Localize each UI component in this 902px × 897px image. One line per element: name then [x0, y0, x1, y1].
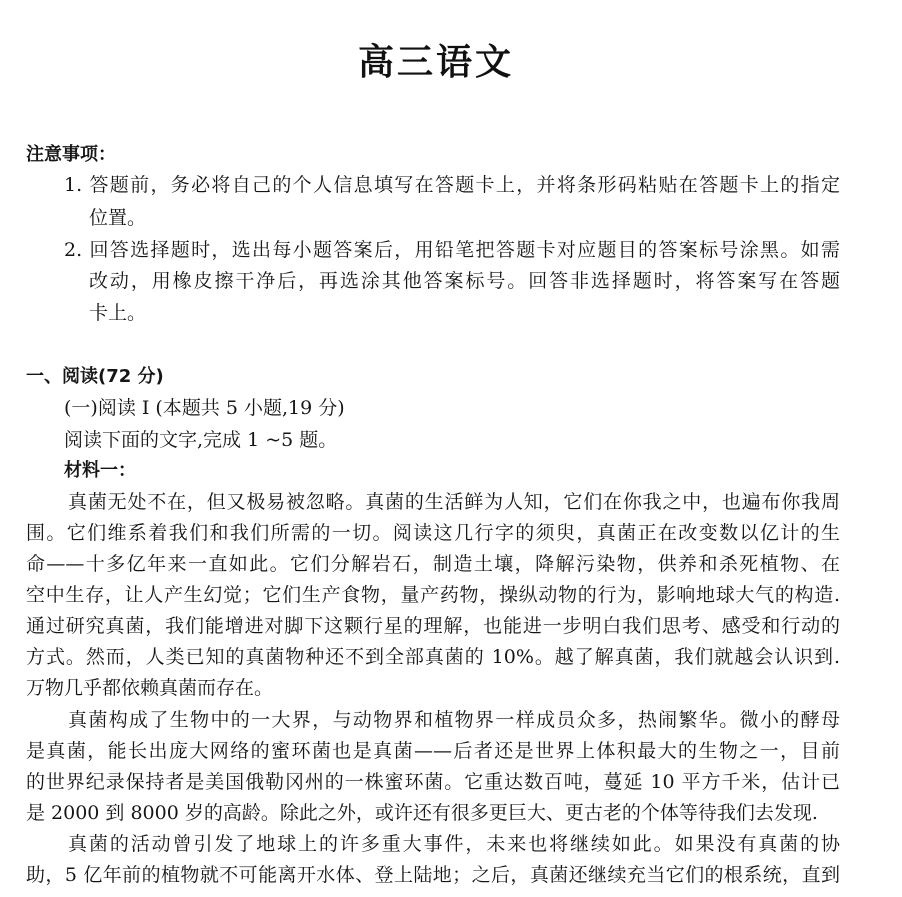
section-heading: 一、阅读(72 分) [26, 366, 164, 387]
reading-instruction: 阅读下面的文字,完成 1 ~5 题。 [64, 429, 338, 451]
notice-item-2-line-2: 改动，用橡皮擦干净后，再选涂其他答案标号。回答非选择题时，将答案写在答题 [89, 270, 840, 292]
section-subheading: (一)阅读 I (本题共 5 小题,19 分) [64, 397, 345, 419]
paragraph-1-line-3: 命——十多亿年来一直如此。它们分解岩石，制造土壤，降解污染物，供养和杀死植物、在 [26, 553, 840, 575]
notice-item-1-line-2: 位置。 [89, 207, 147, 229]
paragraph-3-line-1: 真菌的活动曾引发了地球上的许多重大事件，未来也将继续如此。如果没有真菌的协 [68, 833, 840, 855]
paragraph-2-line-1: 真菌构成了生物中的一大界，与动物界和植物界一样成员众多，热闹繁华。微小的酵母 [68, 709, 840, 731]
notice-item-1-line-1: 1. 答题前，务必将自己的个人信息填写在答题卡上，并将条形码粘贴在答题卡上的指定 [64, 174, 840, 196]
paragraph-2-line-4: 是 2000 到 8000 岁的高龄。除此之外，或许还有很多更巨大、更古老的个体等待我们去发现. [26, 802, 818, 824]
page-title: 高三语文 [357, 42, 514, 83]
paragraph-2-line-2: 是真菌，能长出庞大网络的蜜环菌也是真菌——后者还是世界上体积最大的生物之一，目前 [26, 740, 840, 762]
notice-item-2-line-1: 2. 回答选择题时，选出每小题答案后，用铅笔把答题卡对应题目的答案标号涂黑。如需 [64, 239, 840, 261]
paragraph-1-line-4: 空中生存，让人产生幻觉；它们生产食物，量产药物，操纵动物的行为，影响地球大气的构造. [26, 584, 840, 606]
paragraph-1-line-5: 通过研究真菌，我们能增进对脚下这颗行星的理解，也能进一步明白我们思考、感受和行动的 [26, 615, 840, 637]
paragraph-1-line-7: 万物几乎都依赖真菌而存在。 [26, 677, 274, 699]
paragraph-3-line-2: 助，5 亿年前的植物就不可能离开水体、登上陆地；之后，真菌还继续充当它们的根系统，直到 [26, 864, 840, 886]
material-label: 材料一： [64, 460, 136, 481]
paragraph-1-line-2: 围。它们维系着我们和我们所需的一切。阅读这几行字的须臾，真菌正在改变数以亿计的生 [26, 522, 840, 544]
paragraph-2-line-3: 的世界纪录保持者是美国俄勒冈州的一株蜜环菌。它重达数百吨，蔓延 10 平方千米，估计已 [26, 771, 840, 793]
notice-heading: 注意事项： [26, 144, 116, 165]
notice-item-2-line-3: 卡上。 [89, 302, 147, 324]
paragraph-1-line-6: 方式。然而，人类已知的真菌物种还不到全部真菌的 10%。越了解真菌，我们就越会认识到. [26, 646, 840, 668]
paragraph-1-line-1: 真菌无处不在，但又极易被忽略。真菌的生活鲜为人知，它们在你我之中，也遍布你我周 [68, 491, 840, 513]
